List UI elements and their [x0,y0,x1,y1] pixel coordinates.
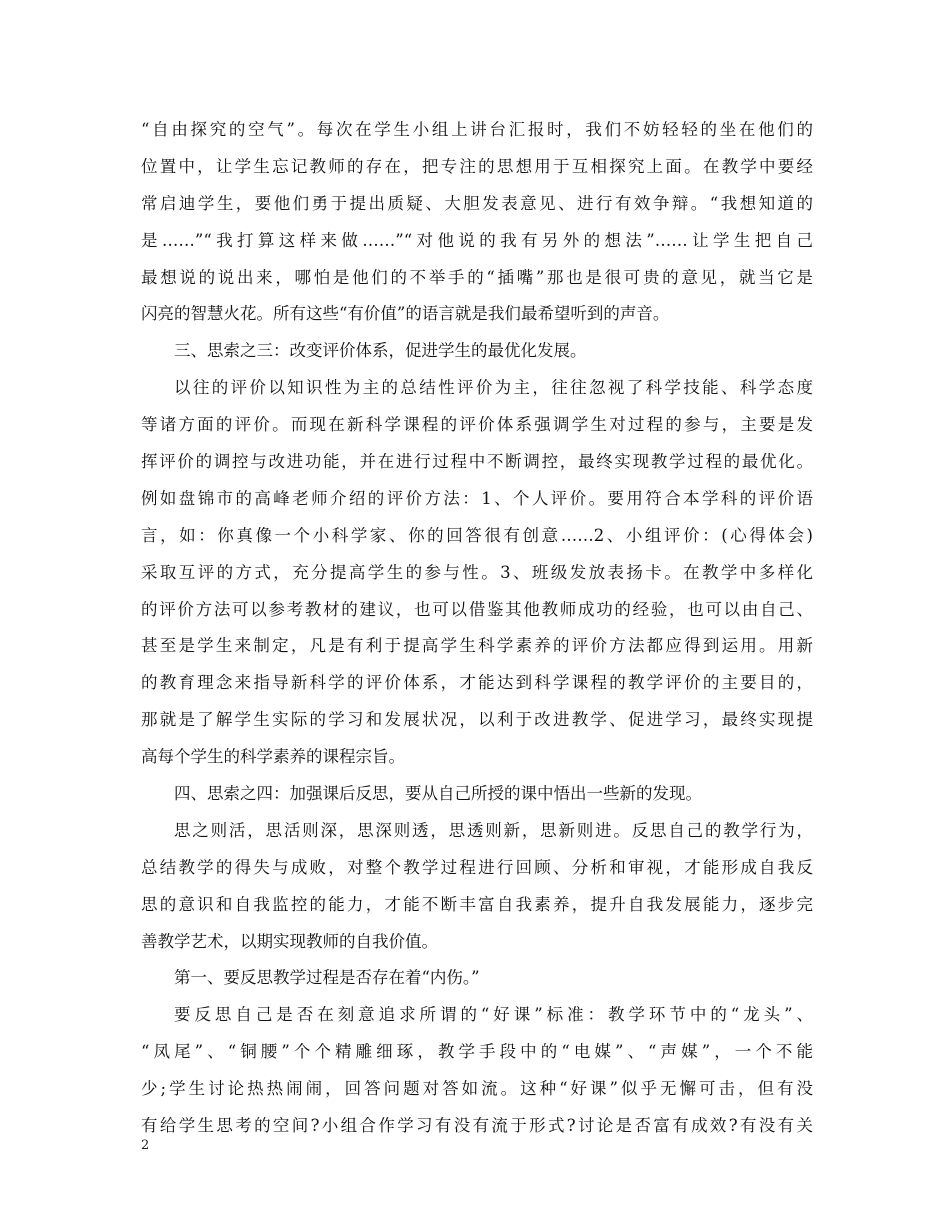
text-line: 三、思索之三：改变评价体系，促进学生的最优化发展。 [174,341,587,361]
text-line: 思之则活，思活则深，思深则透，思透则新，思新则进。反思自己的教学行为， [174,820,813,840]
text-line: 例如盘锦市的高峰老师介绍的评价方法：1、个人评价。要用符合本学科的评价语 [141,488,813,508]
text-line: 总结教学的得失与成败，对整个教学过程进行回顾、分析和审视，才能形成自我反 [141,857,813,877]
text-line: 第一、要反思教学过程是否存在着“内伤。” [174,968,480,988]
page-number: 2 [141,1138,150,1153]
text-line: “凤尾”、“铜腰”个个精雕细琢，教学手段中的“电媒”、“声媒”，一个不能 [141,1042,813,1062]
text-line: 言，如：你真像一个小科学家、你的回答很有创意……2、小组评价：(心得体会) [141,525,813,545]
text-line: 甚至是学生来制定，凡是有利于提高学生科学素养的评价方法都应得到运用。用新 [141,636,813,656]
text-line: 闪亮的智慧火花。所有这些“有价值”的语言就是我们最希望听到的声音。 [141,304,670,324]
document-body [141,112,813,1145]
text-line: 四、思索之四：加强课后反思，要从自己所授的课中悟出一些新的发现。 [174,784,702,804]
text-line: 那就是了解学生实际的学习和发展状况，以利于改进教学、促进学习，最终实现提 [141,710,813,730]
text-line: 最想说的说出来，哪怕是他们的不举手的“插嘴”那也是很可贵的意见，就当它是 [141,267,813,287]
text-line: 要反思自己是否在刻意追求所谓的“好课”标准：教学环节中的“龙头”、 [174,1005,813,1025]
text-line: 善教学艺术，以期实现教师的自我价值。 [141,931,438,951]
text-line: 以往的评价以知识性为主的总结性评价为主，往往忽视了科学技能、科学态度 [174,378,813,398]
text-line: “自由探究的空气”。每次在学生小组上讲台汇报时，我们不妨轻轻的坐在他们的 [141,120,813,139]
text-line: 位置中，让学生忘记教师的存在，把专注的思想用于互相探究上面。在教学中要经 [141,156,813,176]
text-line: 等诸方面的评价。而现在新科学课程的评价体系强调学生对过程的参与，主要是发 [141,415,813,435]
text-line: 高每个学生的科学素养的课程宗旨。 [141,747,405,767]
text-line: 思的意识和自我监控的能力，才能不断丰富自我素养，提升自我发展能力，逐步完 [141,894,813,914]
text-line: 采取互评的方式，充分提高学生的参与性。3、班级发放表扬卡。在教学中多样化 [141,562,813,582]
text-line: 的教育理念来指导新科学的评价体系，才能达到科学课程的教学评价的主要目的， [141,673,813,693]
text-line: 有给学生思考的空间?小组合作学习有没有流于形式?讨论是否富有成效?有没有关 [141,1116,813,1136]
text-line: 常启迪学生，要他们勇于提出质疑、大胆发表意见、进行有效争辩。“我想知道的 [141,193,813,213]
text-line: 是……”“我打算这样来做……”“对他说的我有另外的想法”……让学生把自己 [141,230,813,250]
text-line: 挥评价的调控与改进功能，并在进行过程中不断调控，最终实现教学过程的最优化。 [141,452,813,472]
text-line: 少;学生讨论热热闹闹，回答问题对答如流。这种“好课”似乎无懈可击，但有没 [141,1079,813,1099]
text-line: 的评价方法可以参考教材的建议，也可以借鉴其他教师成功的经验，也可以由自己、 [141,599,813,619]
